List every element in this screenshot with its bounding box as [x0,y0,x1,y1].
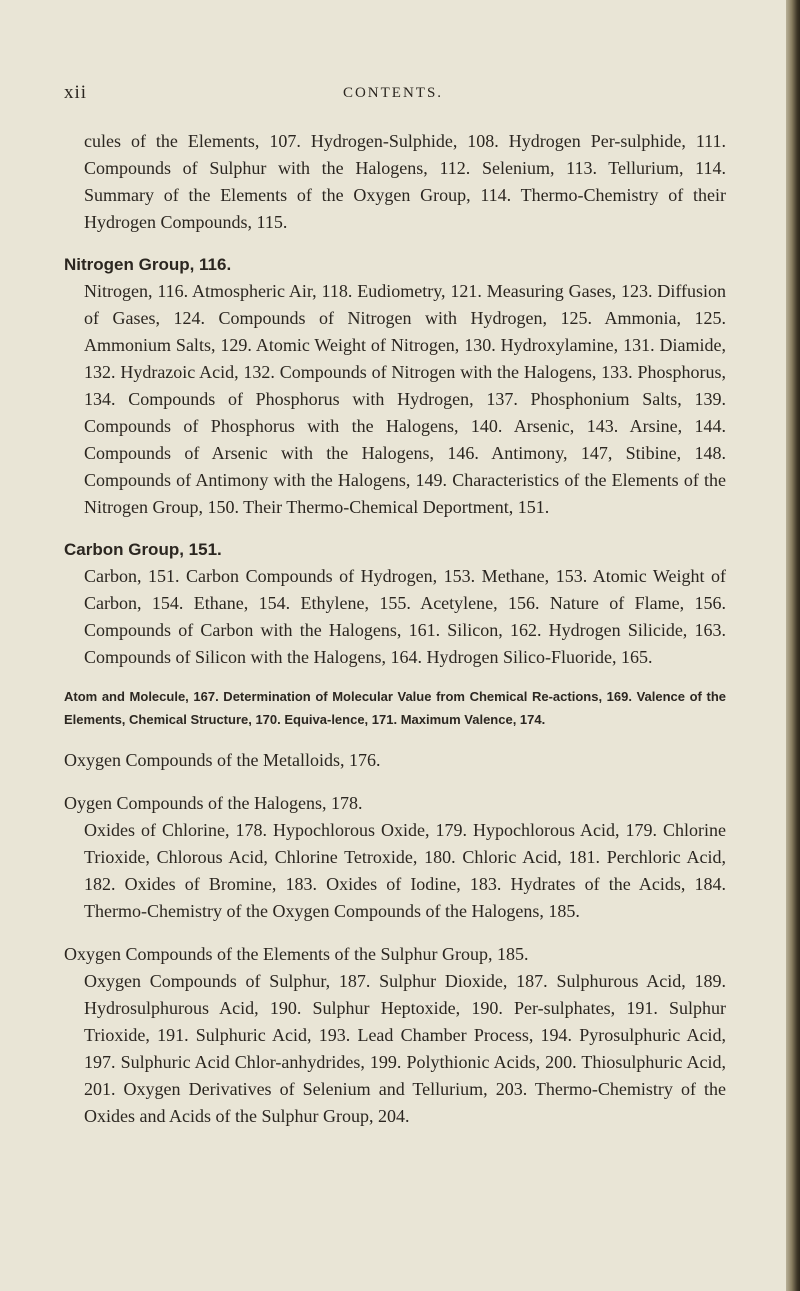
contents-body [64,128,726,1130]
page-number: xii [64,82,88,103]
section-heading: Nitrogen Group, 116. [64,255,232,274]
section-heading: Oygen Compounds of the Halogens, 178. [64,793,363,813]
section-atom-molecule: Atom and Molecule, 167. Determination of Molecular Value from Chemical Re-actions, 169. Valence of the Elements, Chemical Structure, 170. Equiva-lence, 171. Maximum Valence, 174. [64,689,726,727]
section-text: Nitrogen, 116. Atmospheric Air, 118. Eudiometry, 121. Measuring Gases, 123. Diffusion of Gases, 124. Compounds of Nitrogen with Hydrogen, 125. Ammonia, 125. Ammonium Salts, 129. Atomic Weight of Nitrogen, 130. Hydroxylamine, 131. Diamide, 132. Hydrazoic Acid, 132. Compounds of Nitrogen with the Halogens, 133. Phosphorus, 134. Compounds of Phosphorus with Hydrogen, 137. Phosphonium Salts, 139. Compounds of Phosphorus with the Halogens, 140. Arsenic, 143. Arsine, 144. Compounds of Arsenic with the Halogens, 146. Antimony, 147, Stibine, 148. Compounds of Antimony with the Halogens, 149. Characteristics of the Elements of the Nitrogen Group, 150. Their Thermo-Chemical Deportment, 151. [84,281,726,517]
book-edge-shadow [786,0,800,1291]
section-oxygen-metalloids: Oxygen Compounds of the Metalloids, 176. [64,750,381,770]
continuation-paragraph: cules of the Elements, 107. Hydrogen-Sulphide, 108. Hydrogen Per-sulphide, 111. Compounds of Sulphur with the Halogens, 112. Selenium, 113. Tellurium, 114. Summary of the Elements of the Oxygen Group, 114. Thermo-Chemistry of their Hydrogen Compounds, 115. [84,131,726,232]
section-text: Carbon, 151. Carbon Compounds of Hydrogen, 153. Methane, 153. Atomic Weight of Carbon, 154. Ethane, 154. Ethylene, 155. Acetylene, 156. Nature of Flame, 156. Compounds of Carbon with the Halogens, 161. Silicon, 162. Hydrogen Silicide, 163. Compounds of Silicon with the Halogens, 164. Hydrogen Silico-Fluoride, 165. [84,566,726,667]
page-header [0,82,786,106]
section-oxygen-halogens [64,790,726,925]
running-title: CONTENTS. [342,85,444,101]
section-nitrogen-group [64,252,726,521]
section-text: Oxides of Chlorine, 178. Hypochlorous Oxide, 179. Hypochlorous Acid, 179. Chlorine Trioxide, Chlorous Acid, Chlorine Tetroxide, 180. Chloric Acid, 181. Perchloric Acid, 182. Oxides of Bromine, 183. Oxides of Iodine, 183. Hydrates of the Acids, 184. Thermo-Chemistry of the Oxygen Compounds of the Halogens, 185. [84,820,726,921]
section-heading: Oxygen Compounds of the Elements of the Sulphur Group, 185. [64,944,529,964]
section-text: Oxygen Compounds of Sulphur, 187. Sulphur Dioxide, 187. Sulphurous Acid, 189. Hydrosulphurous Acid, 190. Sulphur Heptoxide, 190. Per-sulphates, 191. Sulphur Trioxide, 191. Sulphuric Acid, 193. Lead Chamber Process, 194. Pyrosulphuric Acid, 197. Sulphuric Acid Chlor-anhydrides, 199. Polythionic Acids, 200. Thiosulphuric Acid, 201. Oxygen Derivatives of Selenium and Tellurium, 203. Thermo-Chemistry of the Oxides and Acids of the Sulphur Group, 204. [84,971,726,1126]
section-oxygen-sulphur [64,941,726,1130]
section-heading: Carbon Group, 151. [64,540,222,559]
section-carbon-group [64,537,726,671]
